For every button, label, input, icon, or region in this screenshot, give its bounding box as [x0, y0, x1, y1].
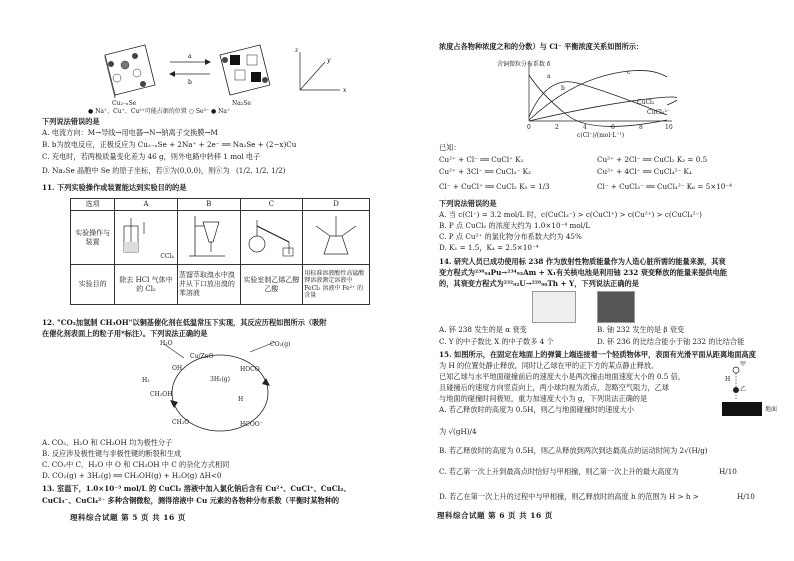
eq-1b: Cu²⁺ + 2Cl⁻ ══ CuCl₂ K₂ = 0.5 — [597, 155, 708, 164]
q13-continued: 浓度占各物种浓度之和的分数）与 Cl⁻ 平衡浓度关系如图所示： — [439, 42, 644, 51]
eq-2b: Cu²⁺ + 4Cl⁻ ══ CuCl₄²⁻ K₄ — [597, 167, 692, 176]
page-footer-right: 理科综合试题 第 6 页 共 16 页 — [437, 511, 553, 520]
q14-line3: 的，其衰变方程式为²³²₉₂U→²²⁸₉₀Th + Y，下列说法正确的是 — [439, 279, 639, 288]
q15-fig-label-jia: 甲 — [740, 361, 747, 368]
crystal-cell-2 — [220, 45, 270, 95]
eq-3a: Cl⁻ + CuCl⁺ ══ CuCl₂ K₅ = 1/3 — [439, 182, 550, 191]
axis-y-label: y — [327, 57, 331, 64]
q14-line2: 变方程式为²³⁸₉₄Pu→²³⁴₉₂Am + X₁有关核电池是利用铀 232 衰变释放的能量来提供电能 — [439, 268, 727, 277]
known-head: 已知： — [439, 143, 461, 152]
q15-fig-label-h: H — [725, 376, 731, 383]
q12-option-c: C. CO₂中 C、H₂O 中 O 和 CH₃OH 中 C 的杂化方式相同 — [42, 460, 230, 469]
q14-option-d: D. 钚 236 的比结合能小于铀 232 的比结合能 — [597, 337, 745, 346]
q14-line1: 14. 研究人员已成功使用标 238 作为放射性物质能量作为人造心脏所需的能量来源，其衰 — [439, 257, 726, 266]
q10-option-a: A. 电流方向：M→导线→用电器→N→钠离子交换膜→M — [42, 128, 218, 137]
page-footer-left: 理科综合试题 第 5 页 共 16 页 — [70, 513, 186, 522]
q12-label-ch3oh: CH₃OH — [150, 391, 173, 398]
q15-option-a: A. 若乙释放时的高度为 0.5H，则乙与地面碰撞时的速度大小 — [439, 405, 635, 414]
q15-option-b: B. 若乙释放时的高度为 0.5H，则乙从释放到两次到达最高点的运动时间为 2√(H/g) — [439, 446, 708, 455]
chart-tick-6: 6 — [611, 124, 615, 131]
q13-option-a: A. 当 c(Cl⁻) = 3.2 mol/L 时，c(CuCl₃⁻) > c(CuCl⁺) > c(Cu²⁺) > c(CuCl₄²⁻) — [439, 210, 702, 219]
q12-stem-line1: 12. "CO₂加氢制 CH₃OH"以铜基催化剂在低温常压下实现，其反应历程如图所示（吸附 — [42, 318, 327, 327]
arrow-b-label: b — [188, 79, 192, 86]
q11-header-option: 选项 — [71, 199, 115, 211]
q12-cycle-diagram — [140, 338, 300, 438]
chart-curve-a-label: a — [547, 73, 551, 80]
q15-line1: 15. 如图所示，在固定在地面上的弹簧上端连接着一个轻质物体甲，表面有光滑平面从距离地面高度 — [439, 350, 756, 359]
chart-curve-cucl4-label: CuCl₄²⁻ — [647, 109, 670, 116]
axes-icon — [300, 52, 340, 90]
q12-label-h: H — [238, 396, 244, 403]
chart-tick-8: 8 — [639, 124, 643, 131]
q11-apparatus-a-label: CCl₄ — [160, 253, 174, 260]
q11-purpose-b: 蒸馏萃取溴水中溴并从下口放出溴的苯溶液 — [177, 265, 240, 305]
q13-line1: 13. 室温下，1.0×10⁻³ mol/L 的 CuCl₂ 溶液中加入氯化钠后含有 Cu²⁺、CuCl⁺、CuCl₂、 — [42, 484, 351, 493]
q13-option-c: C. P 点 Cu²⁺ 的氯化物分布系数大约为 45% — [439, 232, 582, 241]
q11-purpose-d: 用标准溶液酸性高锰酸钾溶液测定溶液中 FeCl₂ 溶液中 Fe²⁺ 的含量 — [303, 265, 370, 305]
crystal1-label: Cu₂₋ₓSe — [112, 100, 137, 107]
q11-row1-label: 实验操作与装置 — [71, 211, 115, 265]
eq-1a: Cu²⁺ + Cl⁻ ══ CuCl⁺ K₁ — [439, 155, 524, 164]
chart-curve-b-label: b — [561, 85, 565, 92]
crystal-legend: ● Na⁺、Cu⁺、Cu²⁺可能占据的位置 ○ Se²⁻ ● Na⁺ — [88, 108, 231, 115]
q13-option-d: D. K₁ = 1.5，K₄ = 2.5×10⁻⁴ — [439, 243, 539, 252]
right-page — [397, 0, 794, 561]
q15-line3: 已知乙球与水平地面碰撞前后的速度大小是两次撞击地面速度大小的 0.5 倍， — [439, 372, 686, 381]
chart-ylabel: 含铜微粒分布系数 δ — [497, 61, 551, 68]
q10-option-d-coord: (1/2, 1/2, 1/2) — [236, 166, 286, 175]
q15-fig-label-ground: 地面 — [765, 406, 778, 413]
q11-header-b: B — [177, 199, 240, 211]
q11-table — [70, 198, 370, 305]
q11-apparatus-a — [115, 211, 178, 265]
arrow-b — [169, 71, 210, 77]
q14-option-a: A. 钚 238 发生的是 α 衰变 — [439, 325, 527, 334]
crystal-cell-1 — [105, 45, 155, 98]
q11-apparatus-d — [303, 211, 370, 265]
q12-label-catalyst: Cu/ZnO — [190, 353, 214, 360]
q11-purpose-c: 实验室制乙烯乙醇乙酸 — [240, 265, 303, 305]
q15-line2: 为 H 的位置处静止释放，同时让乙球在甲的正下方的某点静止释放。 — [439, 361, 659, 370]
q11-stem: 11. 下列实验操作或装置能达到实验目的的是 — [42, 183, 187, 192]
q12-label-hcoo: HCOO⁻ — [240, 421, 263, 428]
heart-device-photo — [532, 291, 576, 323]
q14-option-b: B. 铀 232 发生的是 β 衰变 — [597, 325, 685, 334]
q12-option-d: D. CO₂(g) + 3H₂(g) ══ CH₃OH(g) + H₂O(g) ΔH<0 — [42, 471, 222, 480]
eq-3b: Cl⁻ + CuCl₃⁻ ══ CuCl₄²⁻ K₆ = 5×10⁻⁴ — [597, 182, 733, 191]
q11-header-d: D — [303, 199, 370, 211]
q13-option-b: B. P 点 CuCl₂ 的浓度大约为 1.0×10⁻⁴ mol/L — [439, 221, 591, 230]
q15-option-c-ans: H/10 — [719, 467, 737, 476]
q12-label-3h2: 3H₂(g) — [210, 376, 230, 383]
axis-z-label: z — [295, 47, 299, 54]
chart-curve-cucl2-label: CuCl₂ — [637, 99, 655, 106]
q11-header-c: C — [240, 199, 303, 211]
chart-xlabel: c(Cl⁻)/(mol·L⁻¹) — [577, 132, 625, 139]
q12-option-b: B. 反应涉及极性键与非极性键的断裂和生成 — [42, 449, 182, 458]
battery-photo — [597, 291, 635, 323]
q15-option-c: C. 若乙第一次上升到最高点时恰好与甲相撞，则乙第一次上升的最大高度为 — [439, 467, 679, 476]
q14-option-c: C. Y 的中子数比 X 的中子数多 4 个 — [439, 337, 554, 346]
q12-label-h2o: H₂O — [160, 340, 173, 347]
chart-tick-4: 4 — [583, 124, 587, 131]
arrow-a-label: a — [188, 53, 192, 60]
crystal2-label: Na₂Se — [232, 100, 251, 107]
q12-label-hoco: HOCO — [240, 366, 260, 373]
q11-header-a: A — [115, 199, 178, 211]
q12-option-a: A. CO₂、H₂O 和 CH₃OH 均为极性分子 — [42, 438, 173, 447]
chart-tick-0: 0 — [527, 124, 531, 131]
q12-label-oh: OH — [172, 365, 183, 372]
q15-fig-label-yi: 乙 — [740, 386, 747, 393]
q11-row2-label: 实验目的 — [71, 265, 115, 305]
chart-tick-2: 2 — [555, 124, 559, 131]
chart-curve-c-label: c — [627, 69, 631, 76]
q12-label-co2: CO₂(g) — [270, 341, 291, 348]
q12-stem-line2: 在催化剂表面上的粒子用*标注）。下列说法正确的是 — [42, 329, 208, 338]
q13-stem: 下列说法错误的是 — [439, 199, 497, 208]
q12-label-h2: H₂ — [142, 377, 150, 384]
q11-apparatus-c — [240, 211, 303, 265]
q15-option-d-ans: H/10 — [737, 492, 755, 501]
q15-line5: 与地面的碰撞时间极短，重力加速度大小为 g，下列说法正确的是 — [439, 394, 648, 403]
q10-option-c: C. 充电时，若两极质量变化差为 46 g，则外电路中转移 1 mol 电子 — [42, 152, 261, 161]
q11-apparatus-b — [177, 211, 240, 265]
q10-stem: 下列说法错误的是 — [42, 117, 100, 126]
q10-option-b: B. b为放电反应，正极反应为 Cu₂₋ₓSe + 2Na⁺ + 2e⁻ ══ Na₂Se + (2−x)Cu — [42, 140, 297, 149]
eq-2a: Cu²⁺ + 3Cl⁻ ══ CuCl₃⁻ K₃ — [439, 167, 531, 176]
q11-purpose-a: 除去 HCl 气体中的 Cl₂ — [115, 265, 178, 305]
q12-label-ch2o: CH₂O — [172, 419, 190, 426]
q15-line4: 且碰撞后的速度方向竖直向上，两小球均视为质点，忽略空气阻力，乙球 — [439, 383, 670, 392]
q15-option-d: D. 若乙在第一次上升的过程中与甲相撞，则乙释放时的高度 h 的范围为 H > h > — [439, 492, 699, 501]
axis-x-label: x — [343, 87, 347, 94]
q13-line2: CuCl₃⁻、CuCl₄²⁻ 多种含铜微粒，测得溶液中 Cu 元素的各物种分布系数（平衡时某物种的 — [42, 496, 340, 505]
q10-option-d: D. Na₂Se 晶胞中 Se 的原子坐标，若③为(0,0,0)，则⑥为 — [42, 166, 230, 175]
q15-option-a-ans: 为 √(gH)/4 — [439, 427, 477, 436]
chart-tick-10: 10 — [665, 124, 673, 131]
